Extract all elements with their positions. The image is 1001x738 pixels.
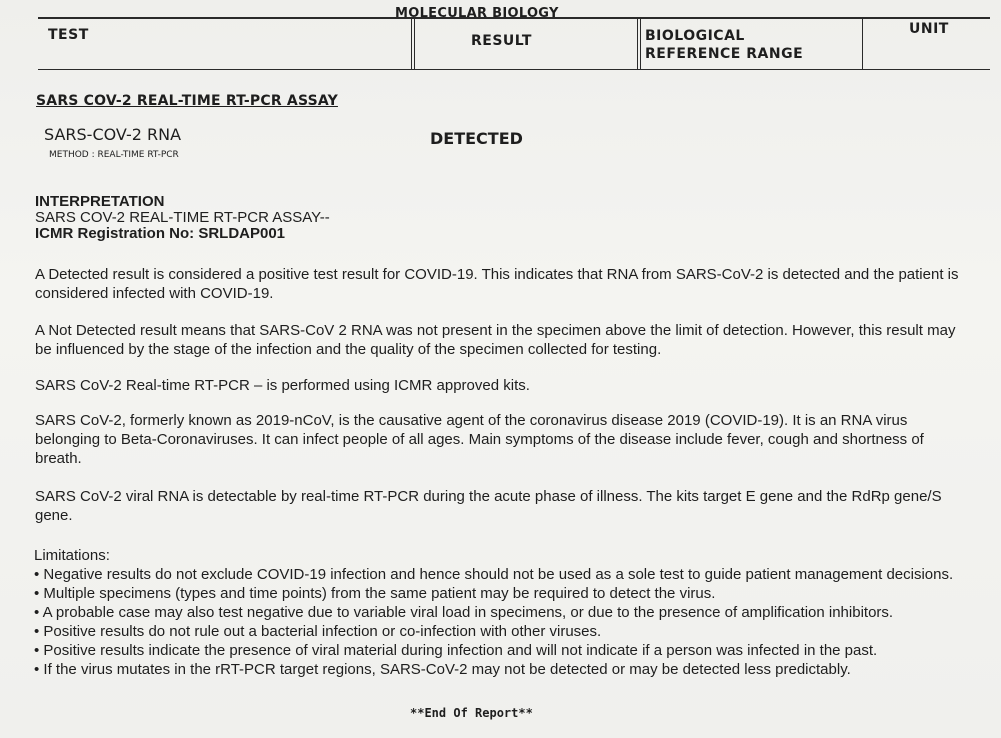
limitation-item: • A probable case may also test negative due to variable viral load in specimens, or due to the presence of amplification inhibitors. [34,604,894,621]
assay-title: SARS COV-2 REAL-TIME RT-PCR ASSAY [36,93,338,109]
paragraph-about: SARS CoV-2, formerly known as 2019-nCoV, is the causative agent of the coronavirus disease 2019 (COVID-19). It is an RNA virus belonging to Beta-Coronaviruses. It can infect people of all ages. Main symptoms of the disease include fever, cough and shortness of breath. [35,412,924,467]
limitation-item: • If the virus mutates in the rRT-PCR target regions, SARS-CoV-2 may not be detected or may be detected less predictably. [34,661,851,678]
limitation-item: • Positive results do not rule out a bacterial infection or co-infection with other viruses. [34,623,602,640]
results-header-table [38,17,990,70]
limitations-heading: Limitations: [34,547,110,564]
paragraph-detectable: SARS CoV-2 viral RNA is detectable by real-time RT-PCR during the acute phase of illness. The kits target E gene and the RdRp gene/S gene. [35,488,942,524]
paragraph-kits: SARS CoV-2 Real-time RT-PCR – is performed using ICMR approved kits. [35,377,530,394]
column-reference-range-label [645,27,803,63]
test-method: METHOD : REAL-TIME RT-PCR [49,150,179,160]
interpretation-block [35,194,330,242]
range-label-line2: REFERENCE RANGE [645,46,804,62]
column-reference-range [641,19,863,69]
column-result-label: RESULT [471,33,532,49]
column-result [415,19,641,69]
interpretation-line: SARS COV-2 REAL-TIME RT-PCR ASSAY-- [35,209,330,226]
test-name: SARS-COV-2 RNA [44,125,182,144]
limitations-block [34,546,974,679]
paragraph-detected: A Detected result is considered a positive test result for COVID-19. This indicates that RNA from SARS-CoV-2 is detected and the patient is considered infected with COVID-19. [35,266,959,302]
interpretation-heading: INTERPRETATION [35,193,165,210]
limitation-item: • Negative results do not exclude COVID-19 infection and hence should not be used as a sole test to guide patient management decisions. [34,566,954,583]
column-unit-label: UNIT [909,21,949,37]
column-test [38,19,415,69]
department-title: MOLECULAR BIOLOGY [395,6,559,21]
column-unit [863,19,990,69]
column-test-label: TEST [48,27,89,43]
end-of-report: **End Of Report** [410,706,533,720]
registration-number: ICMR Registration No: SRLDAP001 [35,225,286,242]
test-result: DETECTED [430,129,523,148]
limitation-item: • Positive results indicate the presence of viral material during infection and will not indicate if a person was infected in the past. [34,642,878,659]
range-label-line1: BIOLOGICAL [645,28,745,44]
limitation-item: • Multiple specimens (types and time points) from the same patient may be required to detect the virus. [34,585,716,602]
paragraph-not-detected: A Not Detected result means that SARS-CoV 2 RNA was not present in the specimen above the limit of detection. However, this result may be influenced by the stage of the infection and the quality of the specimen collected for testing. [35,322,956,358]
